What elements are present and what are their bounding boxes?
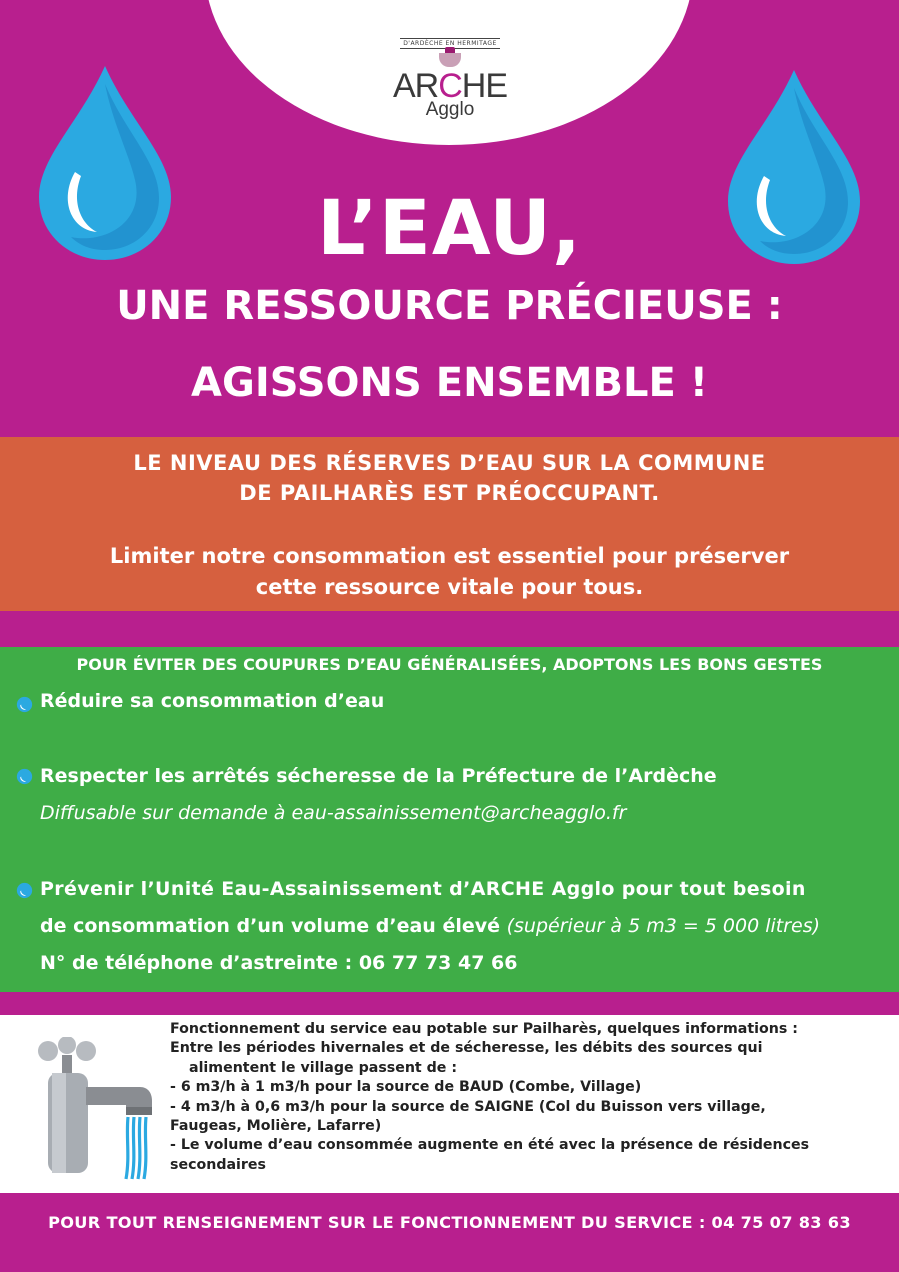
info-line: Fonctionnement du service eau potable sur Pailharès, quelques informations : — [170, 1021, 798, 1037]
info-line: alimentent le village passent de : — [189, 1059, 458, 1076]
info-line: - 4 m3/h à 0,6 m3/h pour la source de SAIGNE (Col du Buisson vers village, — [170, 1098, 766, 1115]
bullet-drop-icon — [16, 882, 33, 899]
info-line: - Le volume d’eau consommée augmente en été avec la présence de résidences — [170, 1137, 810, 1154]
logo-name: ARCHE — [392, 67, 508, 105]
gesture-item-notify-line1: Prévenir l’Unité Eau-Assainissement d’ARCHE Agglo pour tout besoin — [40, 878, 806, 900]
gesture-item-notify-note: (supérieur à 5 m3 = 5 000 litres) — [506, 915, 821, 937]
info-section — [0, 1015, 899, 1193]
logo-tagline: D'ARDÈCHE EN HERMITAGE — [400, 38, 500, 49]
gesture-item-respect: Respecter les arrêtés sécheresse de la Préfecture de l’Ardèche — [40, 765, 717, 787]
gestures-section — [0, 647, 899, 992]
gesture-item-reduce: Réduire sa consommation d’eau — [40, 690, 385, 712]
bullet-drop-icon — [16, 768, 33, 785]
headline: L’EAU, — [317, 183, 582, 272]
info-line: secondaires — [170, 1156, 266, 1173]
alert-section — [0, 437, 899, 611]
alert-title-line2: DE PAILHARÈS EST PRÉOCCUPANT. — [239, 481, 660, 505]
arche-agglo-logo — [370, 30, 530, 119]
info-line: Entre les périodes hivernales et de sécheresse, les débits des sources qui — [170, 1040, 763, 1057]
gesture-item-respect-note: Diffusable sur demande à eau-assainissement@archeagglo.fr — [40, 802, 627, 824]
info-line: - 6 m3/h à 1 m3/h pour la source de BAUD (Combe, Village) — [170, 1079, 642, 1096]
alert-body-line2: cette ressource vitale pour tous. — [255, 575, 644, 599]
alert-body-line1: Limiter notre consommation est essentiel pour préserver — [109, 544, 790, 568]
subheadline-1: UNE RESSOURCE PRÉCIEUSE : — [116, 283, 783, 329]
faucet-icon — [30, 1037, 160, 1183]
info-text — [170, 1020, 870, 1175]
subheadline-2: AGISSONS ENSEMBLE ! — [191, 360, 708, 406]
alert-title-line1: LE NIVEAU DES RÉSERVES D’EAU SUR LA COMMUNE — [133, 451, 766, 475]
info-line: Faugeas, Molière, Lafarre) — [170, 1118, 382, 1135]
bullet-drop-icon — [16, 696, 33, 713]
footer-contact: POUR TOUT RENSEIGNEMENT SUR LE FONCTIONNEMENT DU SERVICE : 04 75 07 83 63 — [48, 1213, 851, 1232]
gesture-item-notify-phone: N° de téléphone d’astreinte : 06 77 73 47 66 — [40, 952, 518, 974]
logo-subname: Agglo — [425, 99, 475, 120]
gesture-item-notify-line2: de consommation d’un volume d’eau élevé (supérieur à 5 m3 = 5 000 litres) — [40, 915, 821, 937]
logo-emblem-icon — [439, 53, 461, 67]
gestures-title: POUR ÉVITER DES COUPURES D’EAU GÉNÉRALISÉES, ADOPTONS LES BONS GESTES — [76, 655, 823, 674]
